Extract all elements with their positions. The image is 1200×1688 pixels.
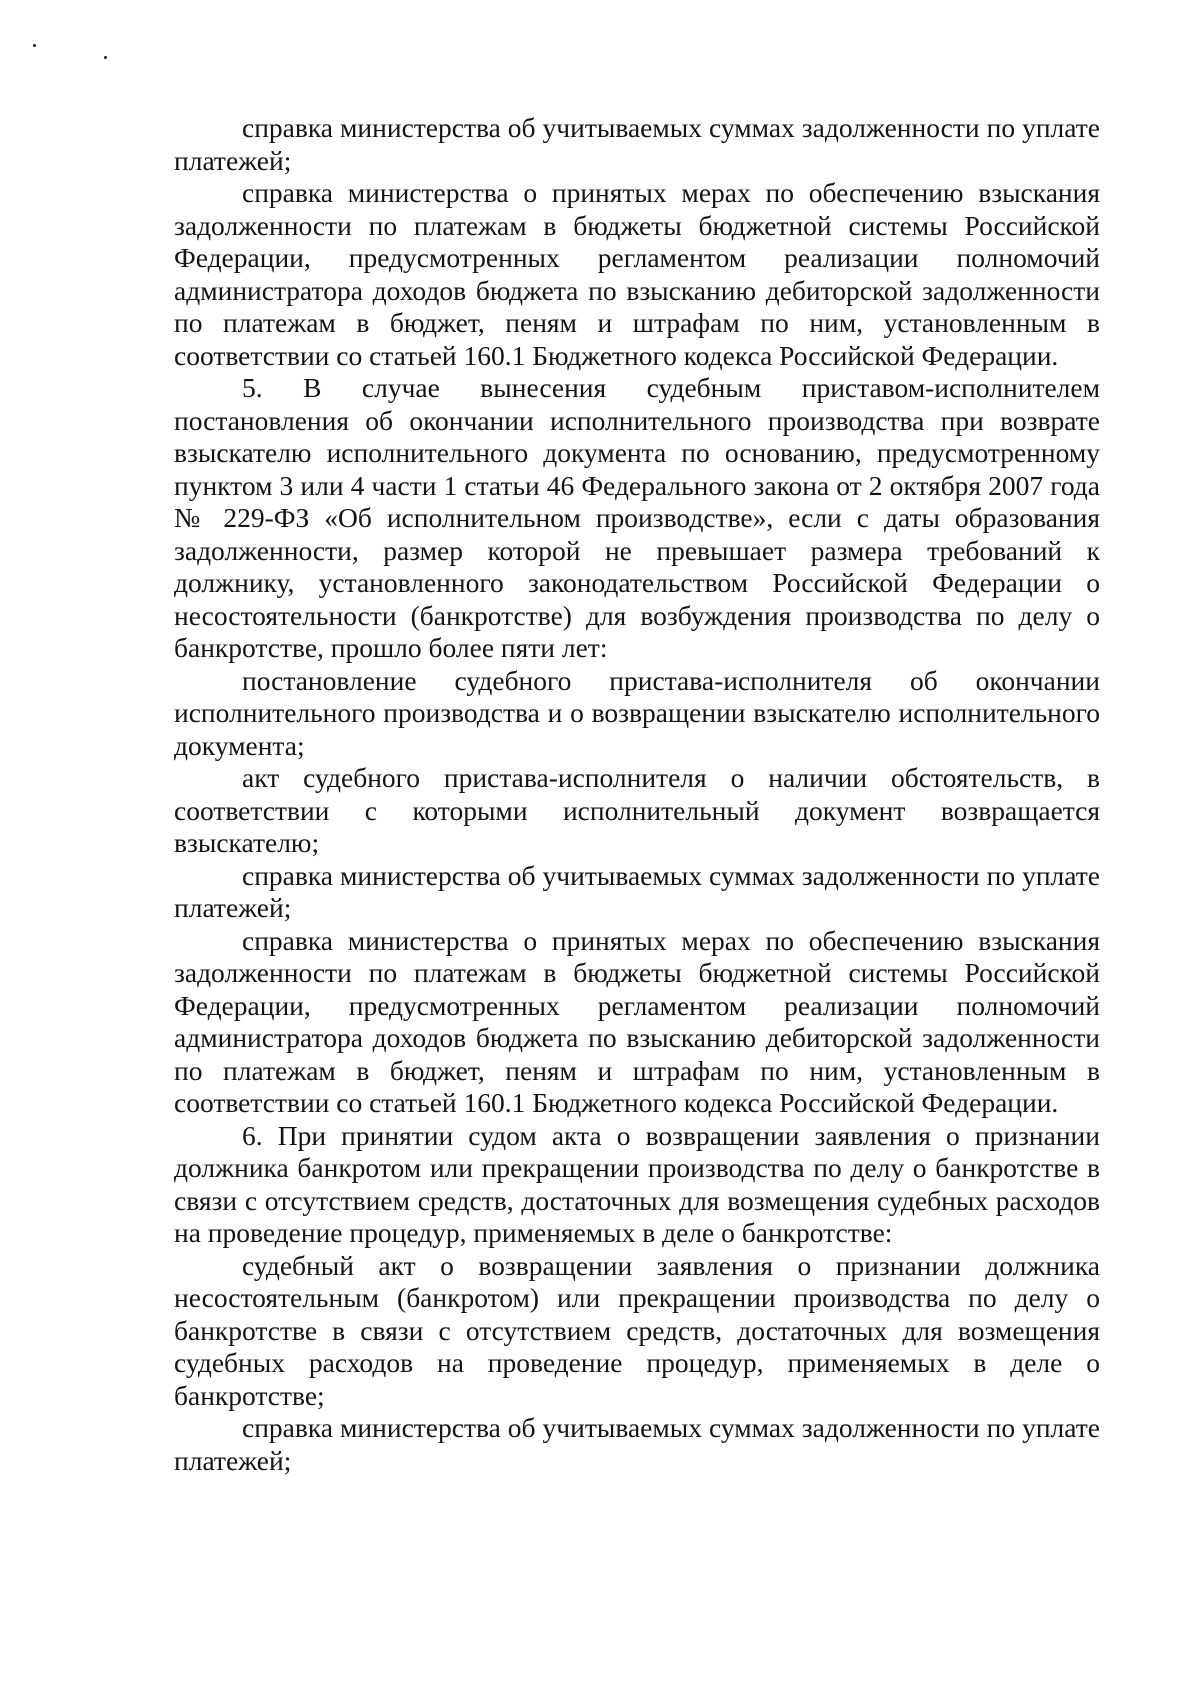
paragraph-bailiff-act: акт судебного пристава-исполнителя о наличии обстоятельств, в соответствии с которыми исполнительный документ возвращается взыскателю; bbox=[174, 762, 1100, 858]
paragraph-certificate-debt-sums-1: справка министерства об учитываемых суммах задолженности по уплате платежей; bbox=[174, 112, 1100, 176]
document-page bbox=[174, 112, 1100, 1477]
paragraph-item-5: 5. В случае вынесения судебным приставом-исполнителем постановления об окончании исполнительного производства при возврате взыскателю исполнительного документа по основанию, предусмотренному пунктом 3 или 4 части 1 статьи 46 Федерального закона от 2 октября 2007 года № 229-ФЗ «Об исполнительном производстве», если с даты образования задолженности, размер которой не превышает размера требований к должнику, установленного законодательством Российской Федерации о несостоятельности (банкротстве) для возбуждения производства по делу о банкротстве, прошло более пяти лет: bbox=[174, 372, 1100, 663]
paragraph-item-6: 6. При принятии судом акта о возвращении заявления о признании должника банкротом или прекращении производства по делу о банкротстве в связи с отсутствием средств, достаточных для возмещения судебных расходов на проведение процедур, применяемых в деле о банкротстве: bbox=[174, 1119, 1100, 1248]
paragraph-bailiff-resolution: постановление судебного пристава-исполнителя об окончании исполнительного производства и о возвращении взыскателю исполнительного документа; bbox=[174, 664, 1100, 761]
paragraph-certificate-measures-1: справка министерства о принятых мерах по обеспечению взыскания задолженности по платежам в бюджеты бюджетной системы Российской Федерации, предусмотренных регламентом реализации полномочий администратора доходов бюджета по взысканию дебиторской задолженности по платежам в бюджет, пеням и штрафам по ним, установленным в соответствии со статьей 160.1 Бюджетного кодекса Российской Федерации. bbox=[174, 177, 1100, 371]
paragraph-certificate-debt-sums-3: справка министерства об учитываемых суммах задолженности по уплате платежей; bbox=[174, 1412, 1100, 1476]
paragraph-certificate-debt-sums-2: справка министерства об учитываемых суммах задолженности по уплате платежей; bbox=[174, 859, 1100, 923]
scan-speck bbox=[104, 56, 107, 59]
paragraph-certificate-measures-2: справка министерства о принятых мерах по обеспечению взыскания задолженности по платежам в бюджеты бюджетной системы Российской Федерации, предусмотренных регламентом реализации полномочий администратора доходов бюджета по взысканию дебиторской задолженности по платежам в бюджет, пеням и штрафам по ним, установленным в соответствии со статьей 160.1 Бюджетного кодекса Российской Федерации. bbox=[174, 924, 1100, 1118]
paragraph-court-act: судебный акт о возвращении заявления о признании должника несостоятельным (банкротом) или прекращении производства по делу о банкротстве в связи с отсутствием средств, достаточных для возмещения судебных расходов на проведение процедур, применяемых в деле о банкротстве; bbox=[174, 1249, 1100, 1411]
scan-speck bbox=[33, 44, 36, 47]
